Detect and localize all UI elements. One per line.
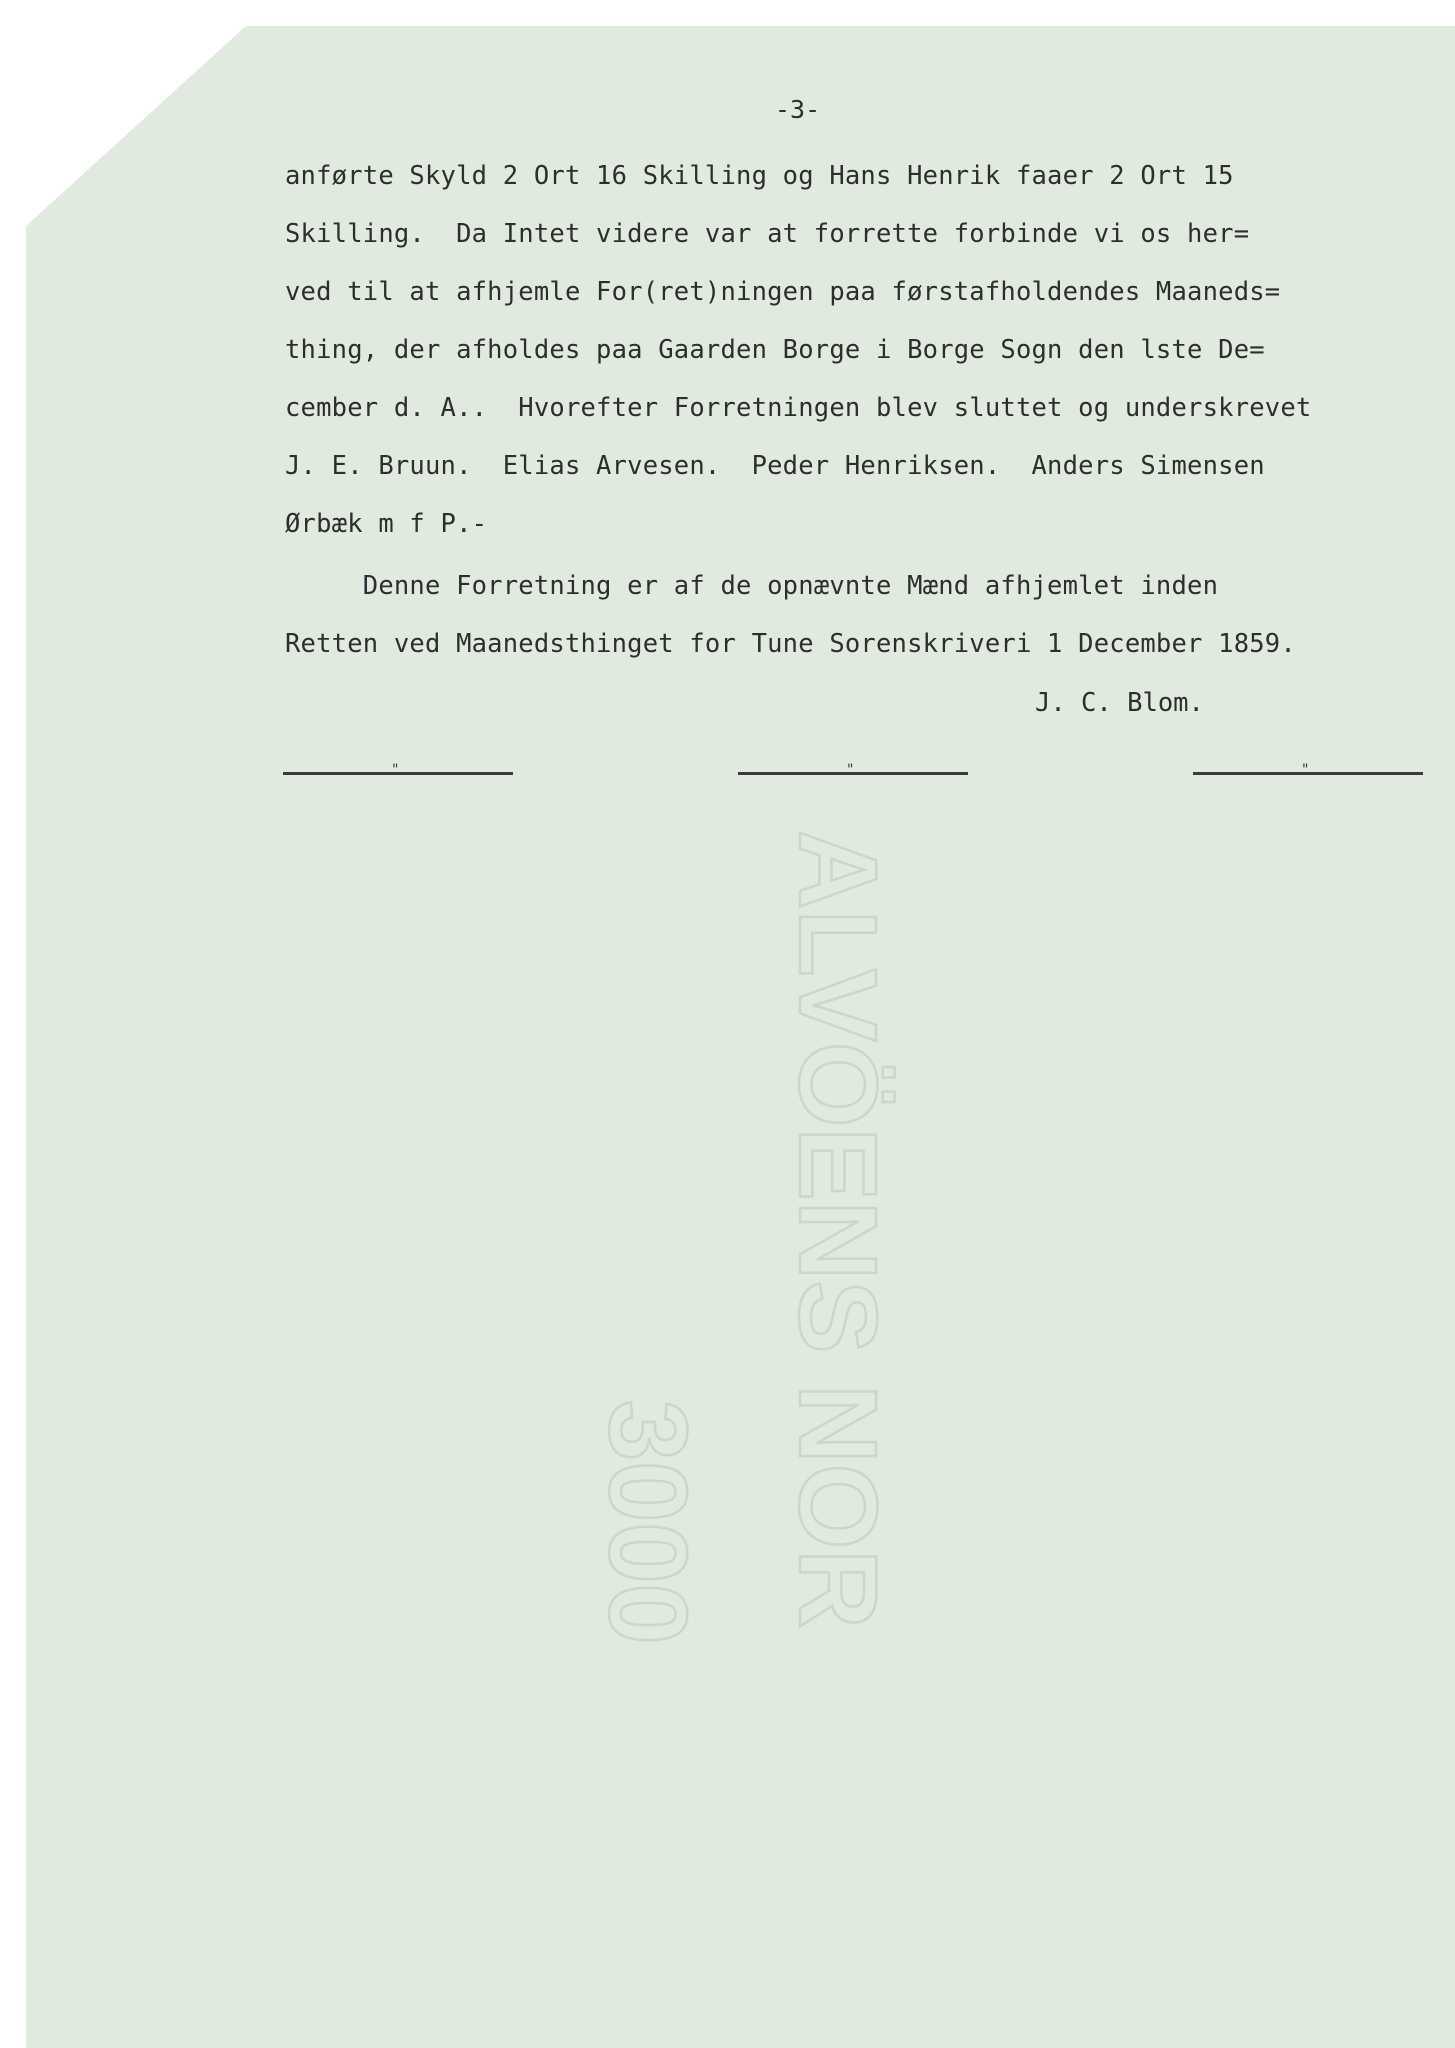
text-line: Denne Forretning er af de opnævnte Mænd afhjemlet inden [285, 571, 1219, 601]
text-line: anførte Skyld 2 Ort 16 Skilling og Hans Henrik faaer 2 Ort 15 [285, 161, 1234, 191]
divider-rule-center [738, 762, 968, 778]
text-line: thing, der afholdes paa Gaarden Borge i Borge Sogn den lste De= [285, 335, 1265, 365]
divider-rule-right [1193, 762, 1423, 778]
text-line: Ørbæk m f P.- [285, 509, 488, 539]
signature-text: J. C. Blom. [1035, 688, 1204, 718]
svg-text:3000: 3000 [586, 1400, 709, 1645]
document-paper [26, 26, 1455, 2048]
text-line: Retten ved Maanedsthinget for Tune Sorenskriveri 1 December 1859. [285, 629, 1296, 659]
rule-mark: " [1301, 762, 1310, 778]
page-number: -3- [775, 95, 821, 124]
rule-mark: " [391, 762, 400, 778]
svg-text:ALVÖENS NOR: ALVÖENS NOR [776, 830, 899, 1629]
rule-mark: " [846, 762, 855, 778]
text-line: cember d. A.. Hvorefter Forretningen blev sluttet og underskrevet [285, 393, 1312, 423]
text-line: J. E. Bruun. Elias Arvesen. Peder Henriksen. Anders Simensen [285, 451, 1265, 481]
text-line: ved til at afhjemle For(ret)ningen paa førstafholdendes Maaneds= [285, 277, 1281, 307]
text-line: Skilling. Da Intet videre var at forrette forbinde vi os her= [285, 219, 1250, 249]
divider-rule-left [283, 762, 513, 778]
